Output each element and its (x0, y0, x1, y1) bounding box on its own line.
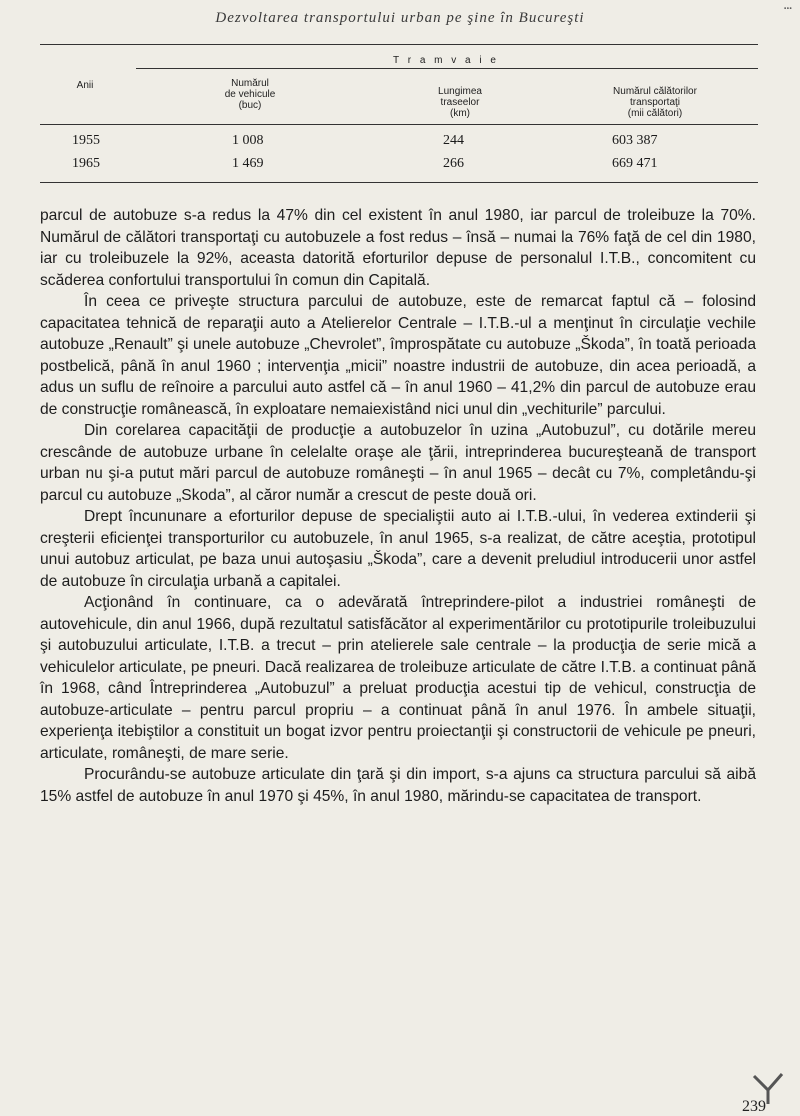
table-header-rule (40, 124, 758, 125)
body-text (40, 205, 756, 807)
paragraph: parcul de autobuze s-a redus la 47% din cel existent în anul 1980, iar parcul de troleibuze la 70%. Numărul de călători transportaţi cu autobuzele a fost redus – însă – numai la 76% faţă de cel din 1980, iar cu troleibuzele la 92%, aceasta datorită eforturilor depuse de personalul I.T.B., concomitent cu scăderea confortului transportului în comun din Capitală. (40, 207, 756, 289)
table-group-header: T r a m v a i e (393, 55, 499, 66)
row-length: 244 (443, 133, 464, 148)
table-bottom-rule (40, 182, 758, 183)
paragraph: Drept încununare a eforturilor depuse de specialiştii auto ai I.T.B.-ului, în vederea extinderii şi creşterii eficienţei transporturilor cu autobuzele, în anul 1965, s-a realizat, de către aceştia, prototipul unui autobuz articulat, pe baza unui autoşasiu „Škoda”, care a devenit preludiul introducerii unor astfel de autobuze în circulaţia urbană a capitalei. (40, 508, 756, 590)
page-number: 239 (742, 1098, 766, 1115)
row-year: 1955 (72, 133, 100, 148)
table-group-rule (136, 68, 758, 69)
table-header-vehicles: Numărul de vehicule (buc) (224, 78, 276, 111)
row-length: 266 (443, 156, 464, 171)
paragraph: Din corelarea capacităţii de producţie a autobuzelor în uzina „Autobuzul”, cu dotările mereu crescânde de autobuze urbane în celelalte oraşe ale ţării, intreprinderea bucureşteană de transport urban nu şi-a putut mări parcul de autobuze româneşti – în anul 1965 – decât cu 7%, completându-şi parcul cu autobuze „Skoda”, al căror număr a crescut de peste două ori. (40, 422, 756, 504)
paragraph: Procurându-se autobuze articulate din ţară şi din import, s-a ajuns ca structura parcului să aibă 15% astfel de autobuze în anul 1970 şi 45%, în anul 1980, mărindu-se capacitatea de transport. (40, 766, 756, 805)
paragraph: În ceea ce priveşte structura parcului de autobuze, este de remarcat faptul că – folosind capacitatea tehnică de reparaţii auto a Atelierelor Centrale – I.T.B.-ul a menţinut în circulaţie vechile autobuze „Renault” şi unele autobuze „Chevrolet”, împrospătate cu autobuze „Škoda”, în toată perioada postbelică, până în anul 1960 ; intervenţia „micii” noastre industrii de autobuze, din acea perioadă, a adus un suflu de reînoire a parcului auto astfel că – în anul 1960 – 41,2% din parcul de autobuze erau de construcţie românească, în exploatare nemaiexistând nici unul din „vechiturile” parcului. (40, 293, 756, 418)
corner-text: ... (783, 0, 792, 12)
table-top-rule (40, 44, 758, 45)
running-head: Dezvoltarea transportului urban pe şine în Bucureşti (215, 10, 585, 26)
table-header-length: Lungimea traseelor (km) (438, 86, 482, 119)
row-vehicles: 1 008 (232, 133, 264, 148)
row-vehicles: 1 469 (232, 156, 264, 171)
row-year: 1965 (72, 156, 100, 171)
row-passengers: 669 471 (612, 156, 658, 171)
row-passengers: 603 387 (612, 133, 658, 148)
paragraph: Acţionând în continuare, ca o adevărată întreprindere-pilot a industriei româneşti de autovehicule, din anul 1966, după rezultatul satisfăcător al experimentărilor cu prototipurile troleibuzului şi autobuzului articulate, I.T.B. a trecut – prin atelierele sale centrale – la producţia de serie mică a vehiculelor articulate, pe pneuri. Dacă realizarea de troleibuze articulate de către I.T.B. a continuat până în 1968, când Întreprinderea „Autobuzul” a preluat producţia acestui tip de vehicul, construcţia de autobuze-articulate – pentru parcul propriu – a continuat până în anul 1976. În ambele situaţii, experienţa itebiştilor a constituit un bogat izvor pentru proiectanţii şi constructorii de vehicule pe pneuri, articulate, româneşti, de mare serie. (40, 594, 756, 762)
table-header-years: Anii (76, 80, 94, 91)
table-header-passengers: Numărul călătorilor transportaţi (mii călători) (613, 86, 697, 119)
